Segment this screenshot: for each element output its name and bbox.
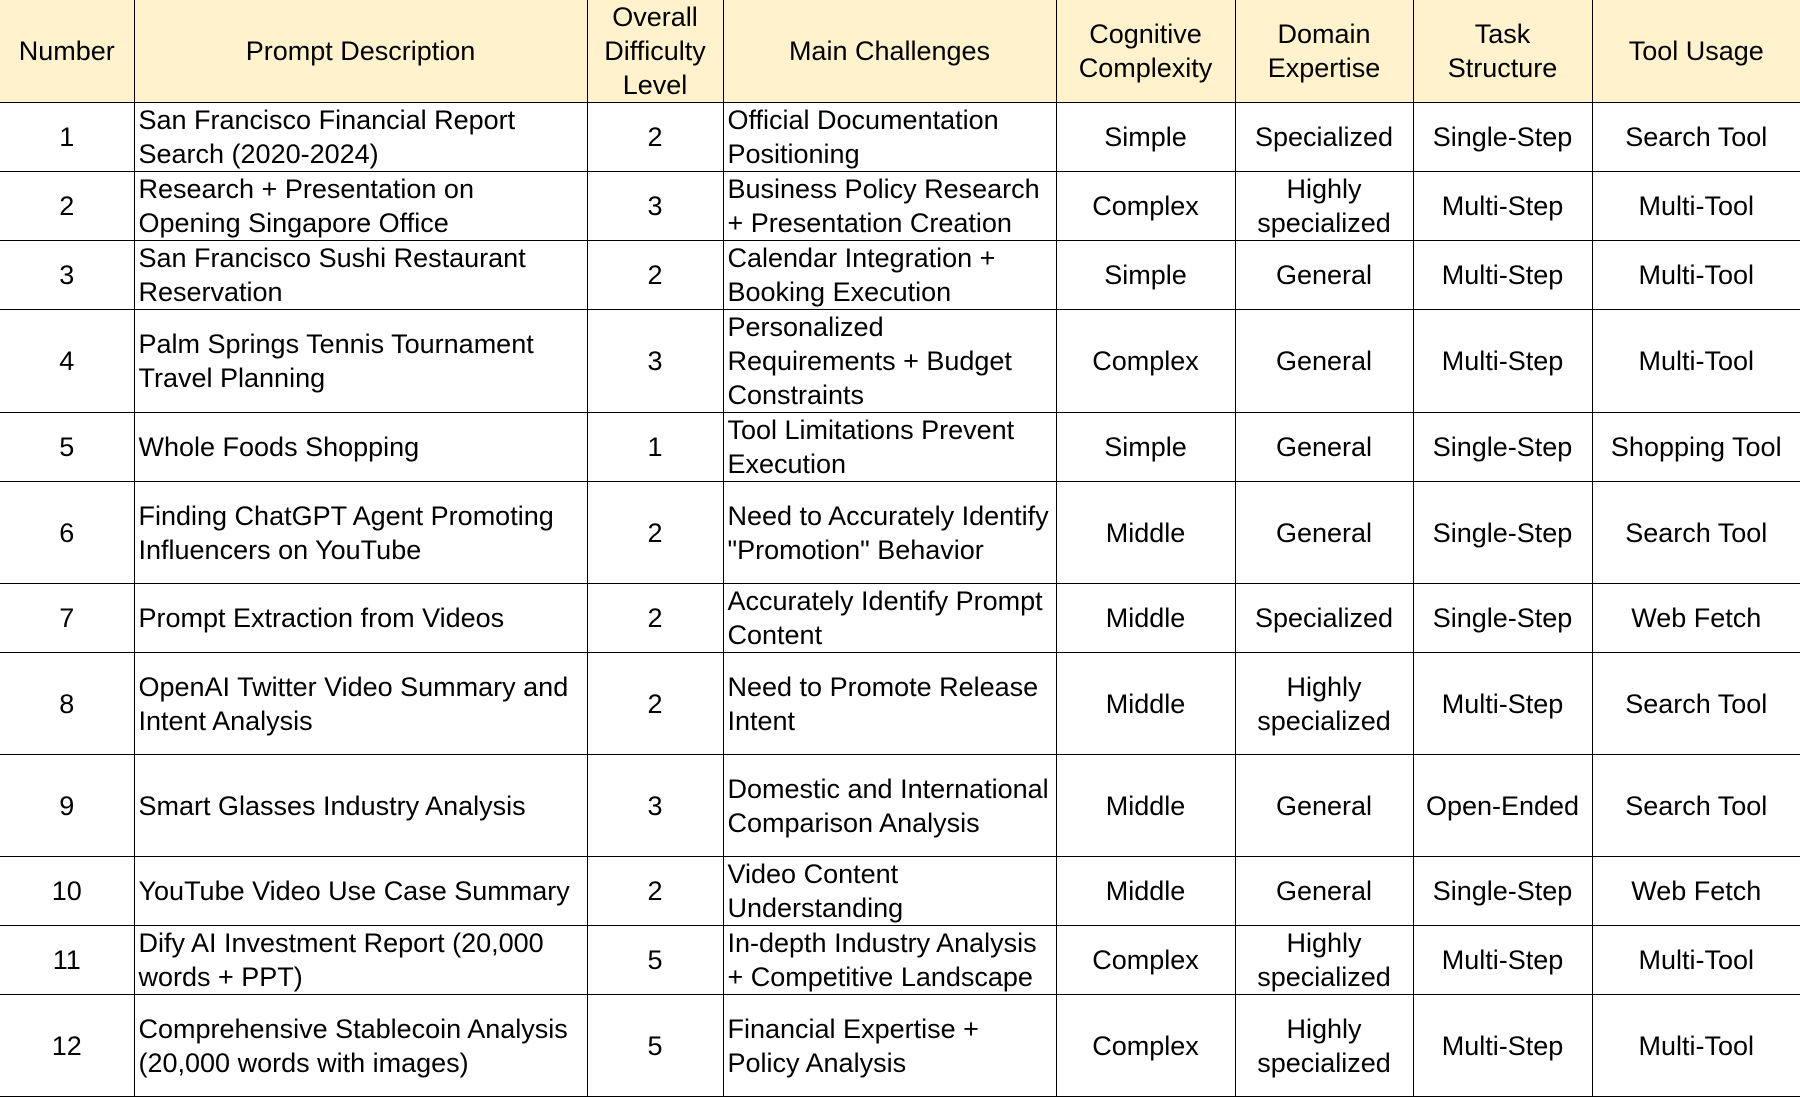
table-row — [0, 995, 1800, 1097]
cell-cognitive-complexity: Middle — [1056, 482, 1235, 584]
cell-cognitive-complexity: Middle — [1056, 755, 1235, 857]
cell-number: 2 — [0, 172, 134, 241]
cell-task-structure: Open-Ended — [1413, 755, 1592, 857]
table-row — [0, 584, 1800, 653]
cell-difficulty-level: 2 — [587, 584, 723, 653]
cell-cognitive-complexity: Complex — [1056, 926, 1235, 995]
cell-domain-expertise: General — [1235, 310, 1413, 413]
table-row — [0, 857, 1800, 926]
cell-number: 8 — [0, 653, 134, 755]
cell-difficulty-level: 3 — [587, 310, 723, 413]
cell-tool-usage: Multi-Tool — [1592, 995, 1800, 1097]
table-row — [0, 310, 1800, 413]
cell-number: 1 — [0, 103, 134, 172]
table-row — [0, 755, 1800, 857]
cell-tool-usage: Multi-Tool — [1592, 310, 1800, 413]
table-row — [0, 103, 1800, 172]
cell-domain-expertise: Highly specialized — [1235, 172, 1413, 241]
header-row — [0, 0, 1800, 103]
cell-tool-usage: Shopping Tool — [1592, 413, 1800, 482]
cell-main-challenges: Video Content Understanding — [723, 857, 1056, 926]
cell-main-challenges: Domestic and International Comparison Analysis — [723, 755, 1056, 857]
cell-main-challenges: Financial Expertise + Policy Analysis — [723, 995, 1056, 1097]
cell-domain-expertise: Specialized — [1235, 584, 1413, 653]
cell-prompt-description: OpenAI Twitter Video Summary and Intent Analysis — [134, 653, 587, 755]
cell-cognitive-complexity: Middle — [1056, 653, 1235, 755]
cell-cognitive-complexity: Complex — [1056, 995, 1235, 1097]
cell-task-structure: Single-Step — [1413, 482, 1592, 584]
cell-difficulty-level: 5 — [587, 995, 723, 1097]
cell-domain-expertise: General — [1235, 413, 1413, 482]
header-number: Number — [0, 0, 134, 103]
cell-tool-usage: Multi-Tool — [1592, 241, 1800, 310]
cell-tool-usage: Multi-Tool — [1592, 926, 1800, 995]
cell-task-structure: Multi-Step — [1413, 241, 1592, 310]
cell-prompt-description: Comprehensive Stablecoin Analysis (20,000 words with images) — [134, 995, 587, 1097]
cell-main-challenges: Need to Accurately Identify "Promotion" Behavior — [723, 482, 1056, 584]
table-body — [0, 103, 1800, 1097]
cell-main-challenges: Official Documentation Positioning — [723, 103, 1056, 172]
cell-tool-usage: Web Fetch — [1592, 584, 1800, 653]
table-row — [0, 926, 1800, 995]
cell-task-structure: Multi-Step — [1413, 995, 1592, 1097]
cell-number: 7 — [0, 584, 134, 653]
cell-prompt-description: Whole Foods Shopping — [134, 413, 587, 482]
cell-task-structure: Multi-Step — [1413, 172, 1592, 241]
cell-cognitive-complexity: Middle — [1056, 857, 1235, 926]
cell-prompt-description: Dify AI Investment Report (20,000 words + PPT) — [134, 926, 587, 995]
cell-tool-usage: Multi-Tool — [1592, 172, 1800, 241]
cell-difficulty-level: 2 — [587, 653, 723, 755]
cell-tool-usage: Web Fetch — [1592, 857, 1800, 926]
cell-prompt-description: Research + Presentation on Opening Singapore Office — [134, 172, 587, 241]
cell-task-structure: Single-Step — [1413, 413, 1592, 482]
cell-cognitive-complexity: Simple — [1056, 241, 1235, 310]
table-row — [0, 653, 1800, 755]
cell-domain-expertise: General — [1235, 755, 1413, 857]
header-tool-usage: Tool Usage — [1592, 0, 1800, 103]
cell-number: 12 — [0, 995, 134, 1097]
cell-cognitive-complexity: Middle — [1056, 584, 1235, 653]
cell-prompt-description: Prompt Extraction from Videos — [134, 584, 587, 653]
cell-task-structure: Single-Step — [1413, 103, 1592, 172]
cell-prompt-description: Finding ChatGPT Agent Promoting Influencers on YouTube — [134, 482, 587, 584]
cell-number: 10 — [0, 857, 134, 926]
cell-prompt-description: San Francisco Financial Report Search (2020-2024) — [134, 103, 587, 172]
cell-difficulty-level: 3 — [587, 755, 723, 857]
header-task-structure: Task Structure — [1413, 0, 1592, 103]
cell-difficulty-level: 2 — [587, 241, 723, 310]
cell-main-challenges: Business Policy Research + Presentation Creation — [723, 172, 1056, 241]
cell-number: 4 — [0, 310, 134, 413]
cell-domain-expertise: Highly specialized — [1235, 926, 1413, 995]
cell-task-structure: Multi-Step — [1413, 926, 1592, 995]
cell-difficulty-level: 2 — [587, 482, 723, 584]
cell-number: 3 — [0, 241, 134, 310]
cell-task-structure: Single-Step — [1413, 584, 1592, 653]
cell-number: 11 — [0, 926, 134, 995]
cell-main-challenges: In-depth Industry Analysis + Competitive Landscape — [723, 926, 1056, 995]
cell-cognitive-complexity: Simple — [1056, 103, 1235, 172]
cell-number: 9 — [0, 755, 134, 857]
cell-domain-expertise: Highly specialized — [1235, 653, 1413, 755]
cell-domain-expertise: Highly specialized — [1235, 995, 1413, 1097]
header-difficulty-level: Overall Difficulty Level — [587, 0, 723, 103]
cell-number: 5 — [0, 413, 134, 482]
cell-difficulty-level: 3 — [587, 172, 723, 241]
table-row — [0, 241, 1800, 310]
header-prompt-description: Prompt Description — [134, 0, 587, 103]
cell-prompt-description: Palm Springs Tennis Tournament Travel Planning — [134, 310, 587, 413]
cell-difficulty-level: 1 — [587, 413, 723, 482]
cell-task-structure: Single-Step — [1413, 857, 1592, 926]
header-main-challenges: Main Challenges — [723, 0, 1056, 103]
cell-main-challenges: Accurately Identify Prompt Content — [723, 584, 1056, 653]
cell-domain-expertise: General — [1235, 857, 1413, 926]
cell-cognitive-complexity: Complex — [1056, 310, 1235, 413]
cell-domain-expertise: General — [1235, 482, 1413, 584]
table-row — [0, 172, 1800, 241]
cell-main-challenges: Personalized Requirements + Budget Constraints — [723, 310, 1056, 413]
cell-prompt-description: YouTube Video Use Case Summary — [134, 857, 587, 926]
cell-main-challenges: Tool Limitations Prevent Execution — [723, 413, 1056, 482]
cell-domain-expertise: General — [1235, 241, 1413, 310]
cell-domain-expertise: Specialized — [1235, 103, 1413, 172]
cell-prompt-description: Smart Glasses Industry Analysis — [134, 755, 587, 857]
cell-task-structure: Multi-Step — [1413, 653, 1592, 755]
cell-tool-usage: Search Tool — [1592, 755, 1800, 857]
cell-main-challenges: Calendar Integration + Booking Execution — [723, 241, 1056, 310]
cell-cognitive-complexity: Complex — [1056, 172, 1235, 241]
cell-main-challenges: Need to Promote Release Intent — [723, 653, 1056, 755]
cell-tool-usage: Search Tool — [1592, 653, 1800, 755]
cell-cognitive-complexity: Simple — [1056, 413, 1235, 482]
cell-tool-usage: Search Tool — [1592, 103, 1800, 172]
table-row — [0, 482, 1800, 584]
cell-difficulty-level: 2 — [587, 103, 723, 172]
cell-difficulty-level: 2 — [587, 857, 723, 926]
header-cognitive-complexity: Cognitive Complexity — [1056, 0, 1235, 103]
cell-difficulty-level: 5 — [587, 926, 723, 995]
cell-task-structure: Multi-Step — [1413, 310, 1592, 413]
cell-tool-usage: Search Tool — [1592, 482, 1800, 584]
header-domain-expertise: Domain Expertise — [1235, 0, 1413, 103]
cell-number: 6 — [0, 482, 134, 584]
cell-prompt-description: San Francisco Sushi Restaurant Reservation — [134, 241, 587, 310]
table-row — [0, 413, 1800, 482]
